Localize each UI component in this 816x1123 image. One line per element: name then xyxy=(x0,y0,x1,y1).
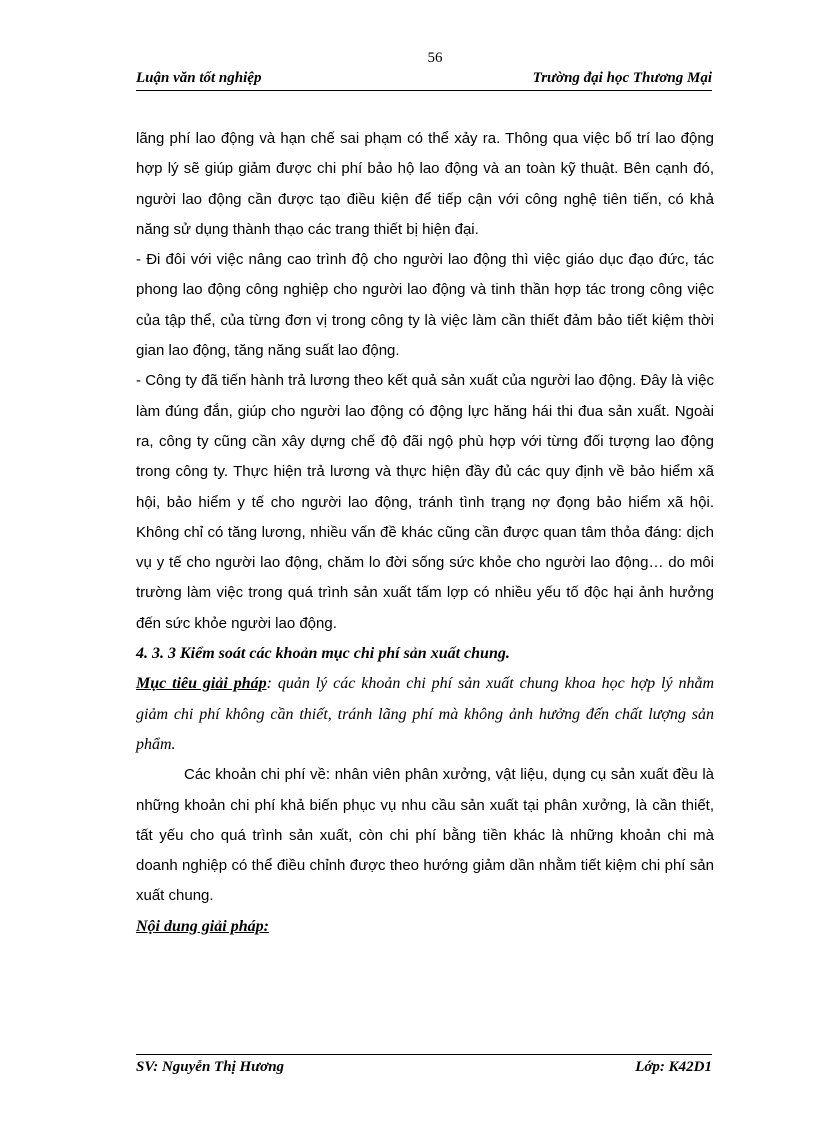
goal-text: : quản lý các khoản chi phí sản xuất chung khoa học hợp lý nhằm giảm chi phí không cần thiết, tránh lãng phí mà không ảnh hưởng đến chất lượng sản phẩm. xyxy=(136,675,715,753)
content-label: Nội dung giải pháp: xyxy=(136,917,269,935)
header-university: Trường đại học Thương Mại xyxy=(532,70,712,86)
footer-student: SV: Nguyễn Thị Hương xyxy=(136,1059,285,1075)
document-body xyxy=(136,124,714,942)
footer-class: Lớp: K42D1 xyxy=(635,1059,712,1075)
paragraph-indented: Các khoản chi phí về: nhân viên phân xưởng, vật liệu, dụng cụ sản xuất đều là những khoản chi phí khả biến phục vụ nhu cầu sản xuất tại phân xưởng, là cần thiết, tất yếu cho quá trình sản xuất, còn chi phí bằng tiền khác là những khoản chi mà doanh nghiệp có thể điều chỉnh được theo hướng giảm dần nhằm tiết kiệm chi phí sản xuất chung. xyxy=(136,766,714,905)
goal-paragraph xyxy=(136,669,714,760)
header-thesis-title: Luận văn tốt nghiệp xyxy=(136,70,262,86)
goal-label: Mục tiêu giải pháp xyxy=(136,675,267,693)
paragraph-1: lãng phí lao động và hạn chế sai phạm có thể xảy ra. Thông qua việc bố trí lao động hợp lý sẽ giúp giảm được chi phí bảo hộ lao động và an toàn kỹ thuật. Bên cạnh đó, người lao động cần được tạo điều kiện để tiếp cận với công nghệ tiên tiến, có khả năng sử dụng thành thạo các trang thiết bị hiện đại. xyxy=(136,130,714,238)
section-heading: 4. 3. 3 Kiểm soát các khoản mục chi phí sản xuất chung. xyxy=(136,645,510,663)
page-header xyxy=(136,68,712,91)
paragraph-2: - Đi đôi với việc nâng cao trình độ cho người lao động thì việc giáo dục đạo đức, tác phong lao động công nghiệp cho người lao động và tinh thần hợp tác trong công việc của tập thể, của từng đơn vị trong công ty là việc làm cần thiết đảm bảo tiết kiệm thời gian lao động, tăng năng suất lao động. xyxy=(136,251,714,360)
page-footer xyxy=(136,1054,712,1081)
paragraph-3: - Công ty đã tiến hành trả lương theo kết quả sản xuất của người lao động. Đây là việc làm đúng đắn, giúp cho người lao động có động lực hăng hái thi đua sản xuất. Ngoài ra, công ty cũng cần xây dựng chế độ đãi ngộ phù hợp với từng đối tượng lao động trong công ty. Thực hiện trả lương và thực hiện đầy đủ các quy định về bảo hiểm xã hội, bảo hiểm y tế cho người lao động, tránh tình trạng nợ đọng bảo hiểm xã hội. Không chỉ có tăng lương, nhiều vấn đề khác cũng cần được quan tâm thỏa đáng: dịch vụ y tế cho người lao động, chăm lo đời sống sức khỏe cho người lao động… do môi trường làm việc trong quá trình sản xuất tấm lợp có nhiều yếu tố độc hại ảnh hưởng đến sức khỏe người lao động. xyxy=(136,372,714,632)
page-number: 56 xyxy=(427,50,443,66)
